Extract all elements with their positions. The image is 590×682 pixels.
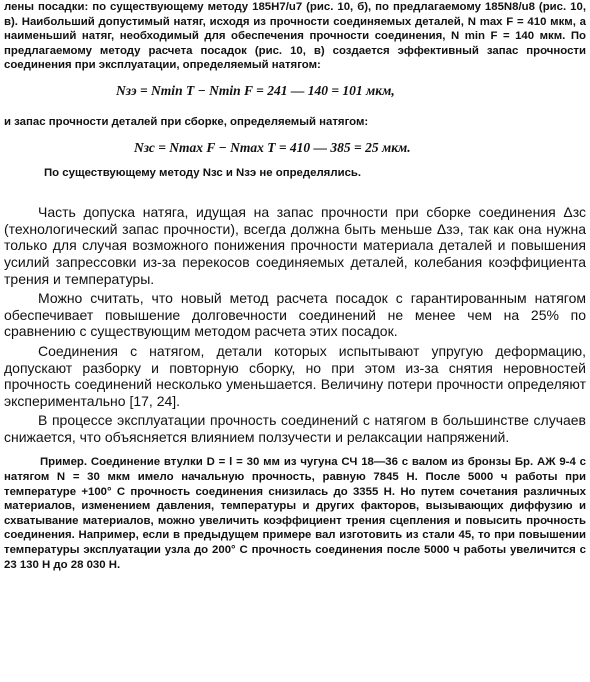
example-paragraph: Пример. Соединение втулки D = l = 30 мм из чугуна СЧ 18—36 с валом из бронзы Бр. АЖ 9-4 с натягом N = 30 мкм имело начальную прочность, равную 7845 Н. После 5000 ч работы при температуре +100° С прочность соединения снизилась до 3355 Н. Но путем сочетания различных материалов, изменением давления, температуры и других факторов, вызывающих диффузию и схватывание материалов, можно увеличить коэффициент трения сцепления и повысить прочность соединения. Например, если в предыдущем примере вал изготовить из стали 45, то при повышении температуры эксплуатации узла до 200° С прочность соединения после 5000 ч работы увеличится с 23 130 Н до 28 030 Н. <box>4 456 586 571</box>
intro-paragraph: лены посадки: по существующему методу 185H7/u7 (рис. 10, б), по предлагаемому 185N8/u8 (рис. 10, в). Наибольший допустимый натяг, исходя из прочности соединяемых деталей, N max F = 410 мкм, а наименьший натяг, необходимый для обеспечения прочности соединения, N min F = 140 мкм. По предлагаемому методу расчета посадок (рис. 10, в) создается эффективный запас прочности соединения при эксплуатации, определяемый натягом: <box>4 1 586 72</box>
body-paragraph-tolerance: Часть допуска натяга, идущая на запас прочности при сборке соединения Δзс (технологический запас прочности), всегда должна быть меньше Δзэ, так как она нужна только для случая возможного понижения прочности материала деталей и повышения усилий запрессовки из-за перекосов соединяемых деталей, колебания коэффициента трения и температуры. <box>4 204 586 287</box>
body-paragraph-creep: В процессе эксплуатации прочность соединений с натягом в большинстве случаев снижается, что объясняется влиянием ползучести и релаксации напряжений. <box>4 412 586 445</box>
assembly-margin-paragraph: и запас прочности деталей при сборке, определяемый натягом: <box>4 115 369 128</box>
body-paragraph-disassembly: Соединения с натягом, детали которых испытывают упругую деформацию, допускают разборку и повторную сборку, но при этом из-за снятия неровностей прочность соединений несколько уменьшается. Величину потери прочности определяют экспериментально [17, 24]. <box>4 342 586 409</box>
body-paragraph-new-method: Можно считать, что новый метод расчета посадок с гарантированным натягом обеспечивает повышение долговечности соединений не менее чем на 25% по сравнению с существующим методом расчета этих посадок. <box>4 290 586 340</box>
formula-assembly-margin: Nзс = Nmax F − Nmax T = 410 — 385 = 25 мкм. <box>134 139 411 155</box>
formula-operational-margin: Nзэ = Nmin T − Nmin F = 241 — 140 = 101 мкм, <box>116 82 395 98</box>
existing-method-note: По существующему методу Nзс и Nзэ не определялись. <box>44 166 362 179</box>
